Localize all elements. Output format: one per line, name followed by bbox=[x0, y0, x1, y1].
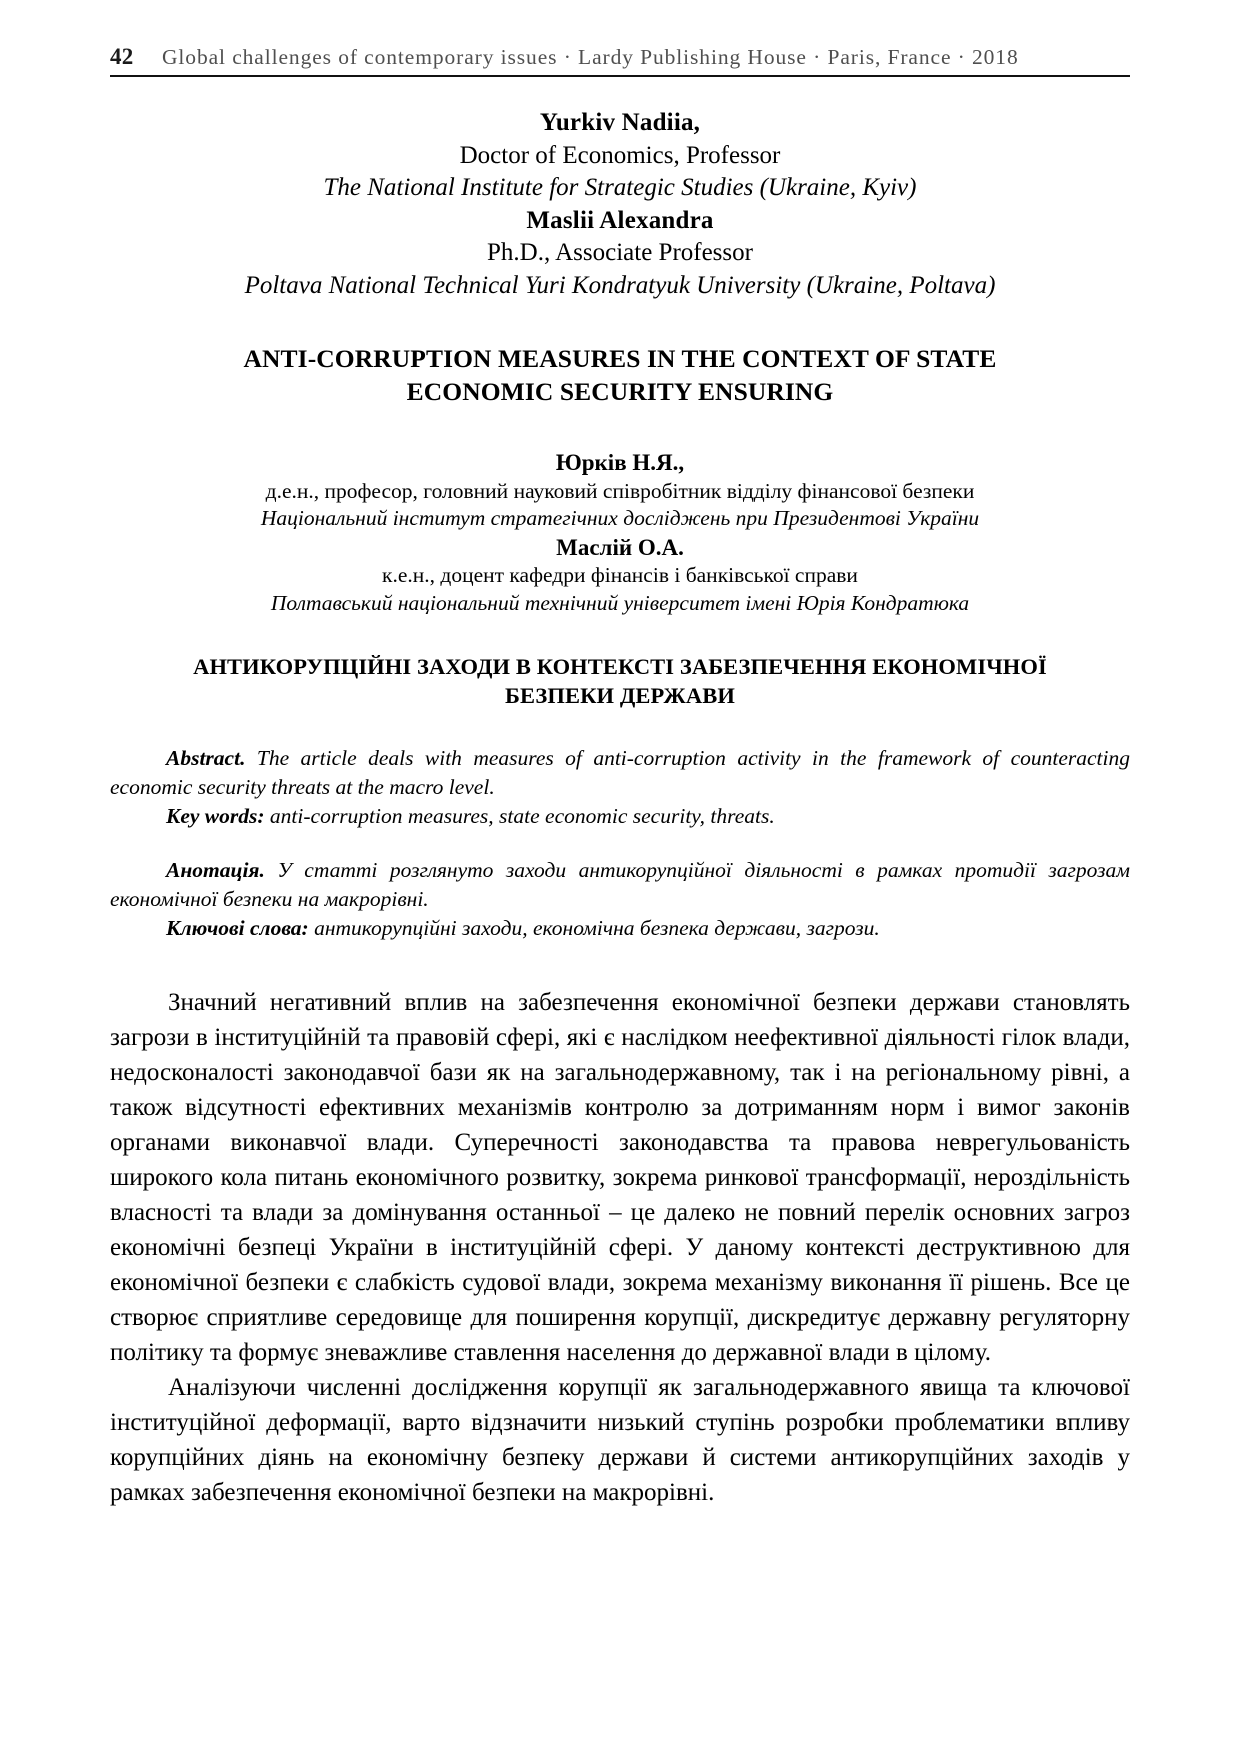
author-name-uk: Юрків Н.Я., bbox=[555, 450, 685, 476]
title-line: ECONOMIC SECURITY ENSURING bbox=[406, 377, 834, 407]
abstract-text: The article deals with measures of anti-corruption activity in the framework of counteracting economic security threats at the macro level. bbox=[110, 745, 1130, 799]
keywords-label: Key words: bbox=[166, 803, 265, 828]
title-line: ANTI-CORRUPTION MEASURES IN THE CONTEXT OF STATE bbox=[243, 344, 997, 373]
keywords-text-uk: антикорупційні заходи, економічна безпека держави, загрози. bbox=[308, 915, 880, 940]
abstract-english bbox=[110, 744, 1130, 830]
author-affiliation-uk: Полтавський національний технічний університет імені Юрія Кондратюка bbox=[270, 590, 970, 615]
abstract-paragraph bbox=[110, 744, 1130, 802]
title-line-uk: БЕЗПЕКИ ДЕРЖАВИ bbox=[505, 682, 735, 708]
body-paragraph: Аналізуючи численні дослідження корупції як загальнодержавного явища та ключової інституційної деформації, варто відзначити низький ступінь розробки проблематики впливу корупційних діянь на економічну безпеку держави й системи антикорупційних заходів у рамках забезпечення економічної безпеки на макрорівні. bbox=[110, 1373, 1130, 1506]
running-title: Global challenges of contemporary issues · Lardy Publishing House · Paris, France · 2018 bbox=[162, 45, 1019, 69]
author-affiliation-uk: Національний інститут стратегічних досліджень при Президентові України bbox=[260, 506, 980, 531]
article-title-ukrainian bbox=[110, 653, 1130, 710]
abstract-paragraph-uk bbox=[110, 856, 1130, 914]
author-block-english bbox=[110, 107, 1130, 302]
page-number: 42 bbox=[110, 44, 134, 69]
running-header bbox=[110, 44, 1130, 77]
abstract-label-uk: Анотація. bbox=[166, 858, 265, 883]
author-affiliation: The National Institute for Strategic Studies (Ukraine, Kyiv) bbox=[323, 174, 917, 201]
keywords-label-uk: Ключові слова: bbox=[166, 915, 309, 940]
article-title-english bbox=[110, 342, 1130, 408]
title-line-uk: АНТИКОРУПЦІЙНІ ЗАХОДИ В КОНТЕКСТІ ЗАБЕЗПЕЧЕННЯ ЕКОНОМІЧНОЇ bbox=[193, 654, 1047, 680]
author-degree-uk: д.е.н., професор, головний науковий співробітник відділу фінансової безпеки bbox=[265, 478, 975, 503]
author-degree: Doctor of Economics, Professor bbox=[459, 141, 781, 169]
author-block-ukrainian bbox=[110, 448, 1130, 617]
author-degree-uk: к.е.н., доцент кафедри фінансів і банківської справи bbox=[382, 563, 858, 588]
author-name-uk: Маслій О.А. bbox=[556, 534, 684, 560]
author-affiliation: Poltava National Technical Yuri Kondratyuk University (Ukraine, Poltava) bbox=[244, 271, 996, 299]
author-degree: Ph.D., Associate Professor bbox=[487, 239, 753, 266]
keywords-text: anti-corruption measures, state economic security, threats. bbox=[264, 803, 775, 828]
keywords-paragraph bbox=[110, 802, 1130, 831]
body-text bbox=[110, 985, 1130, 1510]
body-paragraph: Значний негативний вплив на забезпечення економічної безпеки держави становлять загрози в інституційній та правовій сфері, які є наслідком неефективної діяльності гілок влади, недосконалості законодавчої бази як на загальнодержавному, так і на регіональному рівні, а також відсутності ефективних механізмів контролю за дотриманням норм і вимог законів органами виконавчої влади. Суперечності законодавства та правова неврегульованість широкого кола питань економічного розвитку, зокрема ринкової трансформації, нероздільність власності та влади за домінування останньої – це далеко не повний перелік основних загроз економічні безпеці України в інституційній сфері. У даному контексті деструктивною для економічної безпеки є слабкість судової влади, зокрема механізму виконання її рішень. Все це створює сприятливе середовище для поширення корупції, дискредитує державну регуляторну політику та формує зневажливе ставлення населення до державної влади в цілому. bbox=[110, 988, 1130, 1366]
author-name: Maslii Alexandra bbox=[526, 206, 714, 234]
author-name: Yurkiv Nadiia, bbox=[539, 109, 701, 136]
abstract-text-uk: У статті розглянуто заходи антикорупційної діяльності в рамках протидії загрозам економічної безпеки на макрорівні. bbox=[110, 858, 1130, 912]
abstract-ukrainian bbox=[110, 856, 1130, 942]
abstract-label: Abstract. bbox=[166, 745, 246, 770]
keywords-paragraph-uk bbox=[110, 914, 1130, 943]
